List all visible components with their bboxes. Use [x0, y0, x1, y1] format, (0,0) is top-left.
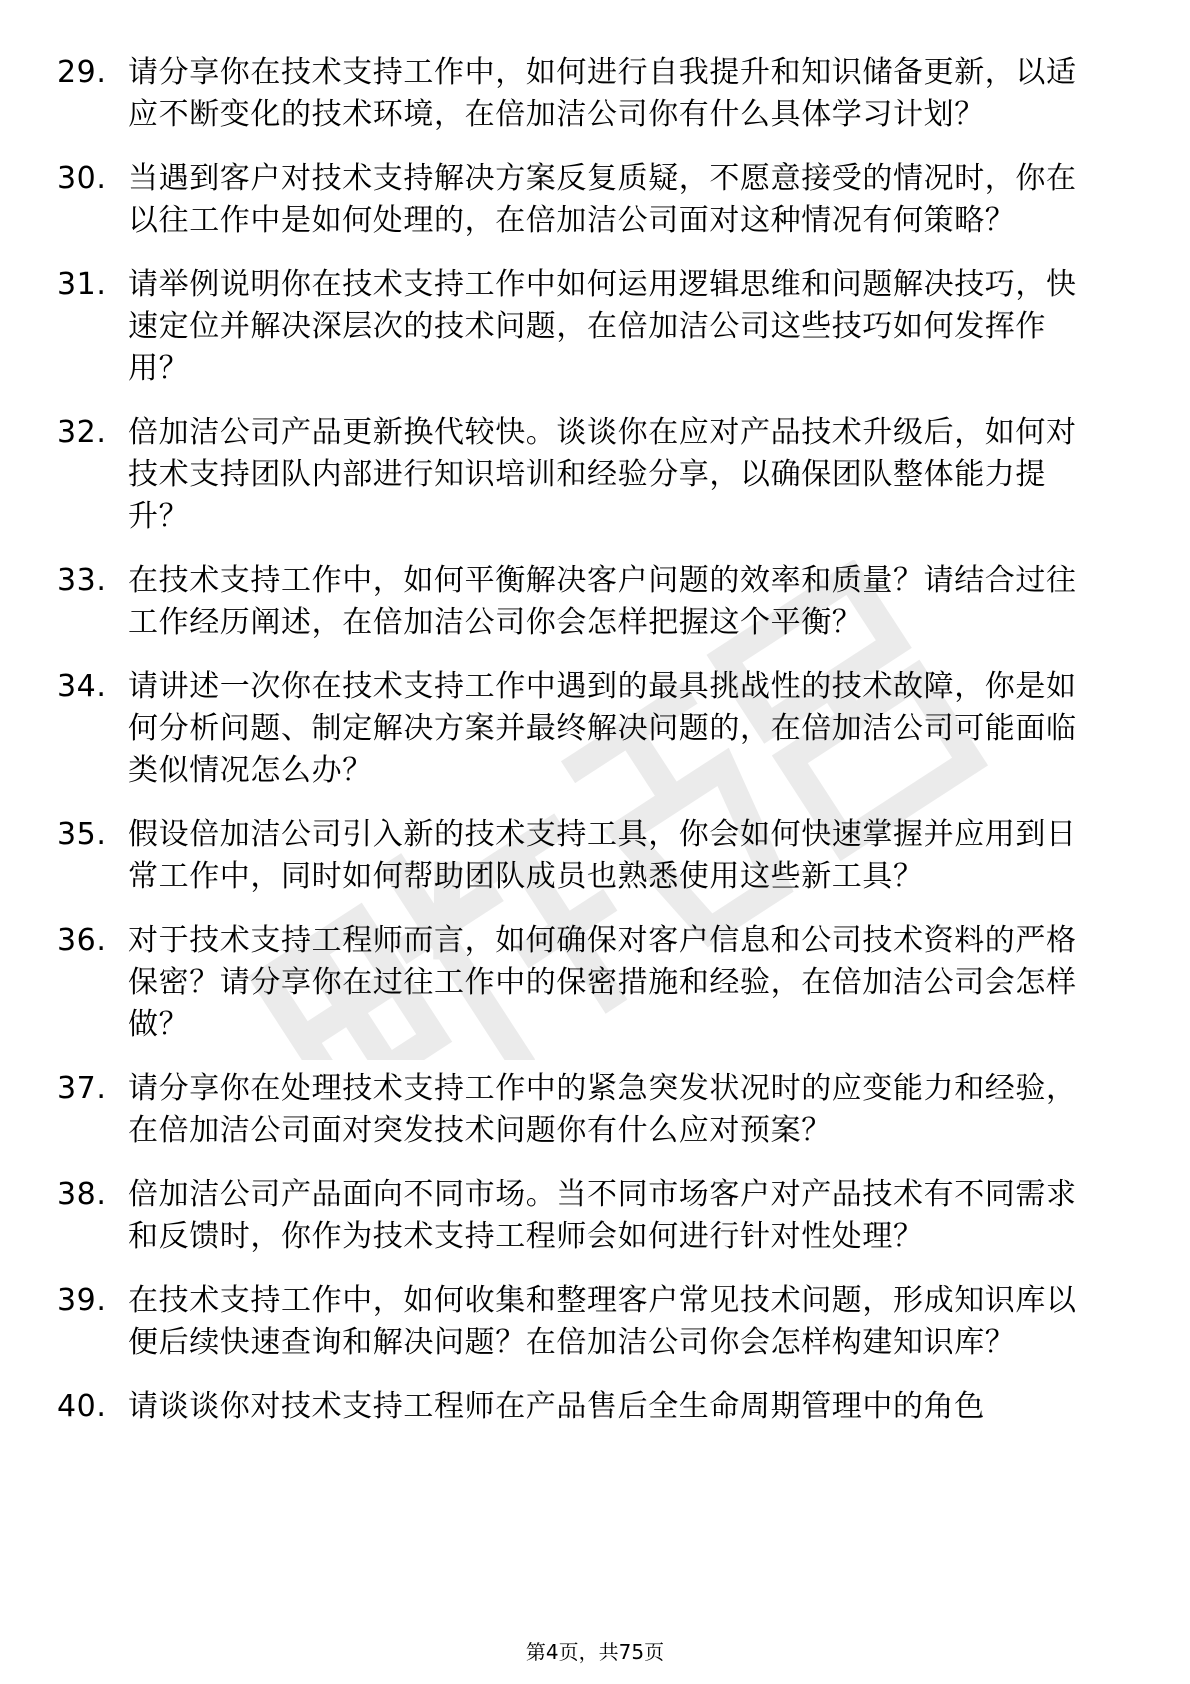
question-item	[0, 52, 1190, 136]
question-number: 32.	[57, 415, 107, 450]
question-text: 请谈谈你对技术支持工程师在产品售后全生命周期管理中的角色	[128, 1389, 985, 1424]
page-footer	[0, 1638, 1190, 1666]
question-item	[0, 158, 1190, 242]
question-item	[0, 1280, 1190, 1364]
question-number: 37.	[57, 1071, 107, 1106]
question-text: 假设倍加洁公司引入新的技术支持工具，你会如何快速掌握并应用到日常工作中，同时如何帮助团队成员也熟悉使用这些新工具？	[128, 817, 1077, 894]
question-text: 倍加洁公司产品面向不同市场。当不同市场客户对产品技术有不同需求和反馈时，你作为技术支持工程师会如何进行针对性处理？	[128, 1177, 1077, 1254]
question-text: 在技术支持工作中，如何收集和整理客户常见技术问题，形成知识库以便后续快速查询和解决问题？在倍加洁公司你会怎样构建知识库？	[128, 1283, 1077, 1360]
question-text: 对于技术支持工程师而言，如何确保对客户信息和公司技术资料的严格保密？请分享你在过往工作中的保密措施和经验，在倍加洁公司会怎样做？	[128, 923, 1077, 1042]
question-number: 35.	[57, 817, 107, 852]
question-item	[0, 666, 1190, 792]
question-number: 39.	[57, 1283, 107, 1318]
question-number: 31.	[57, 267, 107, 302]
question-text: 请分享你在技术支持工作中，如何进行自我提升和知识储备更新，以适应不断变化的技术环境，在倍加洁公司你有什么具体学习计划？	[128, 55, 1077, 132]
question-item	[0, 264, 1190, 390]
question-number: 38.	[57, 1177, 107, 1212]
question-item	[0, 920, 1190, 1046]
question-number: 30.	[57, 161, 107, 196]
question-number: 40.	[57, 1389, 107, 1424]
question-item	[0, 1386, 1190, 1428]
question-text: 当遇到客户对技术支持解决方案反复质疑，不愿意接受的情况时，你在以往工作中是如何处理的，在倍加洁公司面对这种情况有何策略？	[128, 161, 1077, 238]
question-item	[0, 560, 1190, 644]
question-item	[0, 814, 1190, 898]
question-number: 34.	[57, 669, 107, 704]
question-item	[0, 1174, 1190, 1258]
question-text: 倍加洁公司产品更新换代较快。谈谈你在应对产品技术升级后，如何对技术支持团队内部进行知识培训和经验分享，以确保团队整体能力提升？	[128, 415, 1077, 534]
question-number: 29.	[57, 55, 107, 90]
page-number-label: 第4页，共75页	[525, 1640, 665, 1664]
question-text: 在技术支持工作中，如何平衡解决客户问题的效率和质量？请结合过往工作经历阐述，在倍加洁公司你会怎样把握这个平衡？	[128, 563, 1077, 640]
question-item	[0, 412, 1190, 538]
question-text: 请举例说明你在技术支持工作中如何运用逻辑思维和问题解决技巧，快速定位并解决深层次的技术问题，在倍加洁公司这些技巧如何发挥作用？	[128, 267, 1077, 386]
question-number: 33.	[57, 563, 107, 598]
question-text: 请讲述一次你在技术支持工作中遇到的最具挑战性的技术故障，你是如何分析问题、制定解决方案并最终解决问题的，在倍加洁公司可能面临类似情况怎么办？	[128, 669, 1077, 788]
question-text: 请分享你在处理技术支持工作中的紧急突发状况时的应变能力和经验，在倍加洁公司面对突发技术问题你有什么应对预案？	[128, 1071, 1077, 1148]
question-list	[0, 52, 1190, 1450]
question-item	[0, 1068, 1190, 1152]
question-number: 36.	[57, 923, 107, 958]
